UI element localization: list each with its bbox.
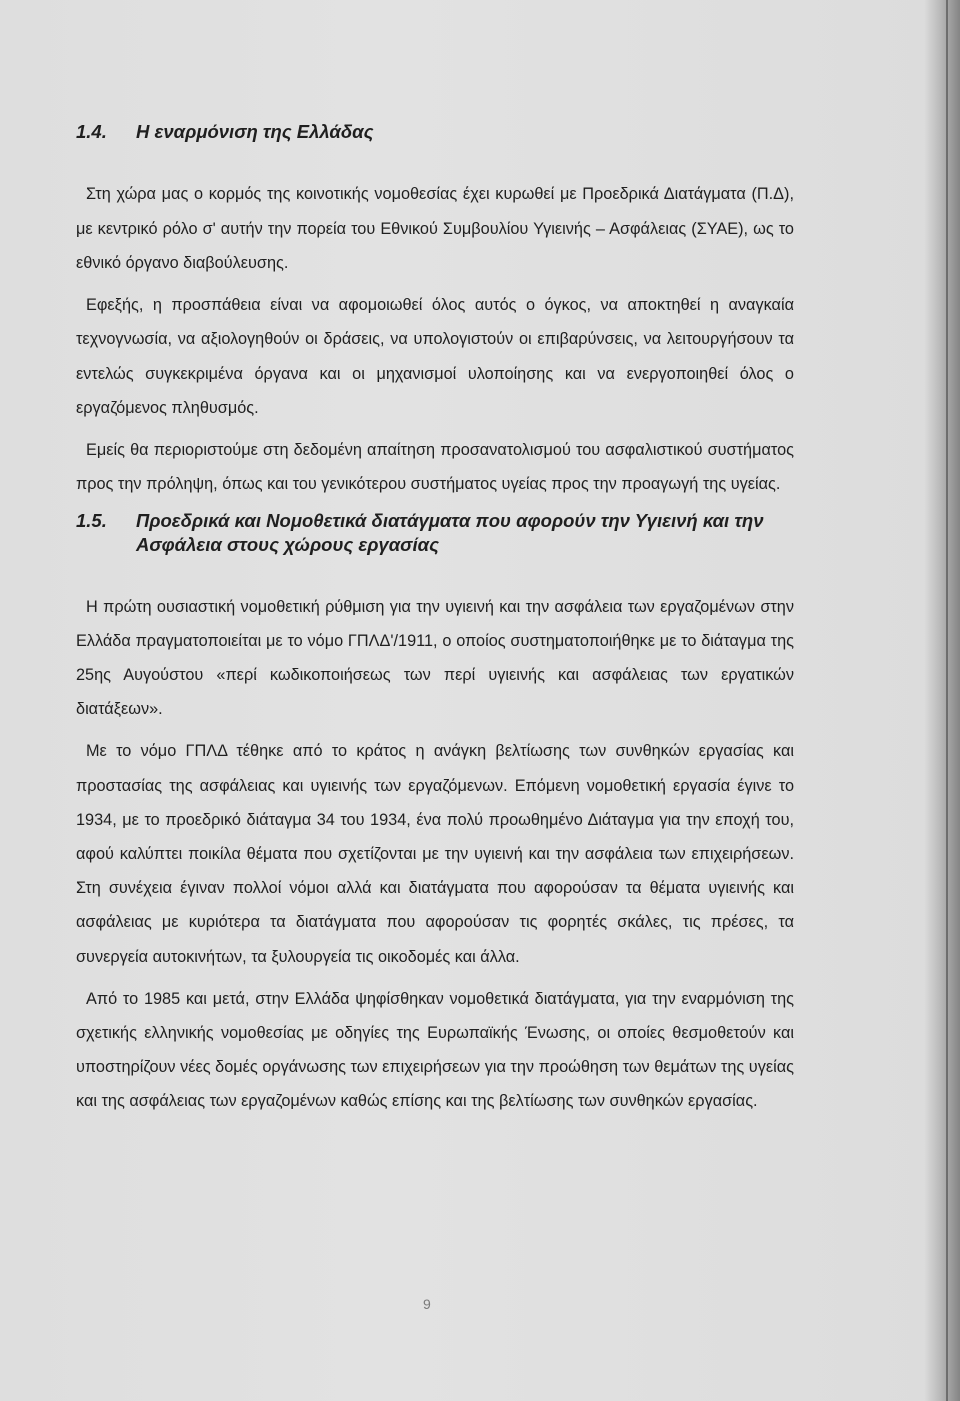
paragraph: Από το 1985 και μετά, στην Ελλάδα ψηφίσθηκαν νομοθετικά διατάγματα, για την εναρμόνιση της σχετικής ελληνικής νομοθεσίας με οδηγίες της Ευρωπαϊκής Ένωσης, οι οποίες θεσμοθετούν και υποστηρίζουν νέες δομές οργάνωσης των επιχειρήσεων για την προώθηση των θεμάτων της υγείας και της ασφάλειας των εργαζομένων καθώς επίσης και της βελτίωσης των συνθηκών εργασίας.	[76, 989, 794, 1111]
section-title: Η εναρμόνιση της Ελλάδας	[136, 121, 374, 142]
section-1-4	[76, 120, 794, 502]
section-number: 1.5.	[76, 509, 107, 531]
section-heading	[76, 120, 794, 144]
paragraph: Η πρώτη ουσιαστική νομοθετική ρύθμιση για την υγιεινή και την ασφάλεια των εργαζομένων στην Ελλάδα πραγματοποιείται με το νόμο ΓΠΛΔ'/1911, ο οποίος συστηματοποιήθηκε με το διάταγμα της 25ης Αυγούστου «περί κωδικοποιήσεως των περί υγιεινής και ασφάλειας των εργατικών διατάξεων».	[76, 597, 794, 719]
section-1-5	[76, 509, 794, 1119]
section-number: 1.4.	[76, 121, 107, 142]
paragraph: Εμείς θα περιοριστούμε στη δεδομένη απαίτηση προσανατολισμού του ασφαλιστικού συστήματος προς την πρόληψη, όπως και του γενικότερου συστήματος υγείας προς την προαγωγή της υγείας.	[76, 440, 794, 493]
paragraph: Εφεξής, η προσπάθεια είναι να αφομοιωθεί όλος αυτός ο όγκος, να αποκτηθεί η αναγκαία τεχνογνωσία, να αξιολογηθούν οι δράσεις, να υπολογιστούν οι επιβαρύνσεις, να λειτουργήσουν τα εντελώς συγκεκριμένα όργανα και οι μηχανισμοί υλοποίησης και να ενεργοποιηθεί όλος ο εργαζόμενος πληθυσμός.	[76, 295, 794, 417]
page-number: 9	[423, 1296, 431, 1312]
section-title: Προεδρικά και Νομοθετικά διατάγματα που αφορούν την Υγιεινή και την Ασφάλεια στους χώρους εργασίας	[136, 509, 764, 555]
paragraph: Με το νόμο ΓΠΛΔ τέθηκε από το κράτος η ανάγκη βελτίωσης των συνθηκών εργασίας και προστασίας της ασφάλειας και υγιεινής των εργαζόμενων. Επόμενη νομοθετική εργασία έγινε το 1934, με το προεδρικό διάταγμα 34 του 1934, ένα πολύ προωθημένο Διάταγμα για την εποχή του, αφού καλύπτει ποικίλα θέματα που σχετίζονται με την υγιεινή και την ασφάλεια των επιχειρήσεων. Στη συνέχεια έγιναν πολλοί νόμοι αλλά και διατάγματα που αφορούσαν τα θέματα υγιεινής και ασφάλειας με κυριότερα τα διατάγματα που αφορούσαν τις φορητές σκάλες, τις πρέσες, τα συνεργεία αυτοκινήτων, τα ξυλουργεία τις οικοδομές και άλλα.	[76, 742, 794, 966]
section-heading	[76, 509, 794, 557]
document-body	[76, 120, 794, 1127]
scan-binding-edge	[924, 0, 960, 1401]
paragraph: Στη χώρα μας ο κορμός της κοινοτικής νομοθεσίας έχει κυρωθεί με Προεδρικά Διατάγματα (Π.Δ), με κεντρικό ρόλο σ' αυτήν την πορεία του Εθνικού Συμβουλίου Υγιεινής – Ασφάλειας (ΣΥΑΕ), ως το εθνικό όργανο διαβούλευσης.	[76, 185, 794, 272]
